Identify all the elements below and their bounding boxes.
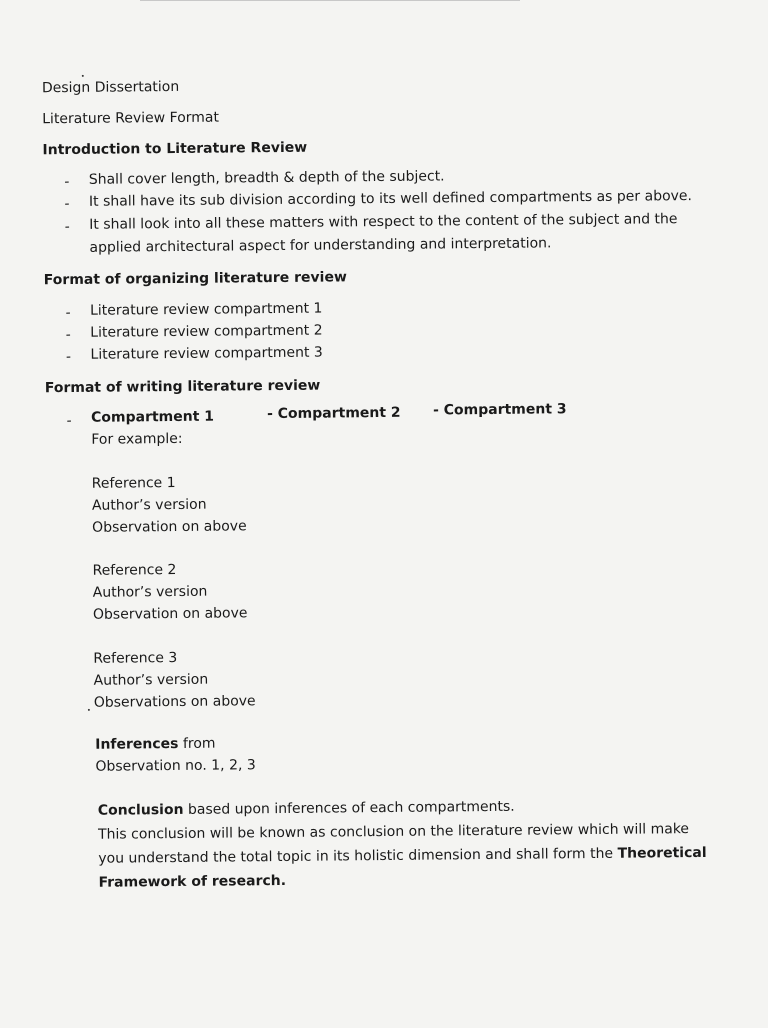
bullet-dash: - [64, 219, 70, 236]
speck [88, 709, 90, 711]
doc-subtitle: Literature Review Format [42, 109, 220, 128]
inferences-observations: Observation no. 1, 2, 3 [95, 757, 256, 775]
compartment-1: Compartment 1 [91, 408, 215, 426]
reference-label: Reference 2 [92, 561, 177, 579]
conclusion-bold-text: Theoretical [617, 844, 707, 862]
reference-label: Reference 3 [93, 649, 178, 667]
bullet-dash: - [64, 196, 70, 213]
intro-point: Shall cover length, breadth & depth of the subject. [88, 168, 445, 188]
author-version: Author’s version [93, 671, 209, 689]
observation: Observation on above [92, 605, 248, 623]
writing-heading: Format of writing literature review [44, 377, 321, 397]
author-version: Author’s version [92, 583, 208, 601]
bullet-dash: - [65, 348, 72, 366]
conclusion-line: This conclusion will be known as conclusion on the literature review which will make [98, 821, 690, 843]
speck [82, 75, 84, 77]
bullet-dash: - [66, 412, 72, 430]
intro-point: It shall have its sub division according to its well defined compartments as per above. [88, 188, 693, 210]
organizing-heading: Format of organizing literature review [43, 269, 347, 289]
inferences-block [95, 732, 256, 778]
author-version: Author’s version [91, 496, 207, 514]
bullet-dash: - [65, 304, 71, 322]
conclusion-text: based upon inferences of each compartments. [183, 798, 515, 818]
inferences-text: from [178, 735, 216, 752]
compartment-2: - Compartment 2 [266, 404, 401, 423]
organizing-point: Literature review compartment 1 [89, 300, 323, 319]
observation: Observations on above [93, 693, 256, 711]
conclusion-label: Conclusion [97, 801, 184, 819]
doc-title: Design Dissertation [41, 78, 180, 97]
for-example: For example: [91, 430, 183, 448]
inferences-line [95, 732, 256, 756]
reference-block-2 [92, 558, 247, 625]
bullet-dash: - [64, 174, 70, 191]
conclusion-text: you understand the total topic in its holistic dimension and shall form the [98, 845, 618, 867]
observation: Observation on above [92, 518, 247, 536]
reference-label: Reference 1 [91, 474, 176, 492]
organizing-point: Literature review compartment 2 [90, 322, 323, 341]
reference-block-3 [93, 646, 255, 714]
intro-point: It shall look into all these matters with respect to the content of the subject and the [89, 211, 678, 233]
bullet-dash: - [65, 326, 71, 344]
organizing-point: Literature review compartment 3 [90, 344, 323, 363]
reference-block-1 [92, 471, 247, 538]
inferences-label: Inferences [95, 735, 179, 753]
conclusion-line: Framework of research. [98, 872, 287, 891]
intro-heading: Introduction to Literature Review [42, 139, 308, 159]
conclusion-block [98, 793, 707, 895]
intro-point-continuation: applied architectural aspect for understanding and interpretation. [89, 235, 552, 256]
compartment-3: - Compartment 3 [432, 401, 567, 419]
